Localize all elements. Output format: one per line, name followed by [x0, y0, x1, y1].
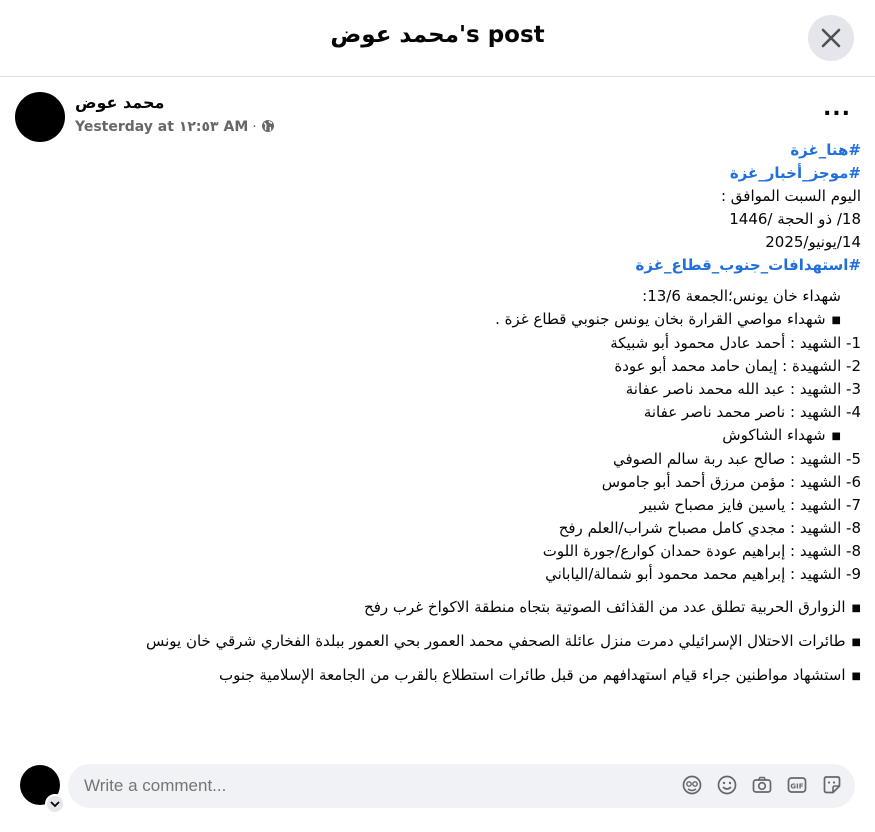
post-line: 6- الشهيد : مؤمن مرزق أحمد أبو جاموس	[601, 473, 861, 491]
bullet: ■	[831, 431, 841, 442]
chevron-down-icon	[50, 800, 60, 808]
comment-composer	[0, 744, 875, 832]
globe-icon	[261, 119, 275, 133]
post-line: 8- الشهيد : إبراهيم عودة حمدان كوارع/جورة اللوت	[542, 542, 861, 560]
sticker-icon[interactable]	[821, 774, 843, 796]
post-line: 9- الشهيد : إبراهيم محمد محمود أبو شمالة/الياباني	[545, 565, 861, 583]
post-line: 8- الشهيد : مجدي كامل مصباح شراب/العلم رفح	[558, 519, 861, 537]
meta-separator: ·	[252, 119, 257, 135]
post-line: 14/يونيو/2025	[765, 233, 861, 251]
post-timestamp[interactable]: Yesterday at ١٢:٥٣ AM	[75, 119, 249, 135]
more-options-button[interactable]: ...	[822, 96, 852, 121]
bullet: ■	[831, 315, 841, 326]
hashtag-link[interactable]: #موجز_أخبار_غزة	[729, 164, 861, 182]
post-line: 1- الشهيد : أحمد عادل محمود أبو شبيكة	[610, 334, 861, 352]
hashtag-link[interactable]: #استهدافات_جنوب_قطاع_غزة	[635, 256, 861, 274]
post-meta	[75, 119, 275, 135]
avatar-sticker-icon[interactable]	[681, 774, 703, 796]
post-dialog-header	[0, 0, 875, 77]
post-line: اليوم السبت الموافق :	[720, 187, 861, 205]
close-button[interactable]	[808, 15, 854, 61]
profile-switcher[interactable]	[45, 794, 65, 814]
post-paragraph: ■طائرات الاحتلال الإسرائيلي دمرت منزل عائلة الصحفي محمد العمور بحي العمور ببلدة الفخاري شرقي خان يونس	[145, 632, 861, 650]
post-paragraph: ■استشهاد مواطنين جراء قيام استهدافهم من قبل طائرات استطلاع بالقرب من الجامعة الإسلامية جنوب	[218, 666, 861, 684]
hashtag-link[interactable]: #هنا_غزة	[790, 141, 861, 159]
post-line: 18/ ذو الحجة /1446	[729, 210, 861, 228]
emoji-icon[interactable]	[716, 774, 738, 796]
post-paragraph: ■الزوارق الحربية تطلق عدد من القذائف الصوتية بتجاه منطقة الاكواخ غرب رفح	[364, 598, 861, 616]
svg-text:GIF: GIF	[790, 782, 804, 791]
comment-box[interactable]	[68, 764, 855, 808]
post-line: 2- الشهيدة : إيمان حامد محمد أبو عودة	[614, 357, 861, 375]
author-name[interactable]: محمد عوض	[75, 93, 165, 112]
bullet: ■	[851, 603, 861, 614]
bullet: ■	[851, 671, 861, 682]
post-line: شهداء خان يونس؛الجمعة 13/6:	[642, 287, 841, 305]
post-scroll-area[interactable]	[0, 77, 875, 744]
post-line: 5- الشهيد : صالح عبد ربة سالم الصوفي	[612, 450, 861, 468]
composer-actions	[681, 774, 843, 796]
gif-icon[interactable]	[786, 774, 808, 796]
post-line: 3- الشهيد : عبد الله محمد ناصر عفانة	[625, 380, 861, 398]
post-line: ■شهداء مواصي القرارة بخان يونس جنوبي قطاع غزة .	[495, 310, 841, 328]
comment-input[interactable]	[82, 775, 646, 797]
post-line: ■شهداء الشاكوش	[722, 426, 841, 444]
post-line: 7- الشهيد : ياسين فايز مصباح شبير	[639, 496, 861, 514]
bullet: ■	[851, 637, 861, 648]
post-line: 4- الشهيد : ناصر محمد ناصر عفانة	[643, 403, 861, 421]
post-text	[21, 139, 861, 688]
camera-icon[interactable]	[751, 774, 773, 796]
dialog-title: محمد عوض's post	[330, 22, 545, 48]
close-icon	[820, 27, 842, 49]
author-avatar[interactable]	[15, 92, 65, 142]
